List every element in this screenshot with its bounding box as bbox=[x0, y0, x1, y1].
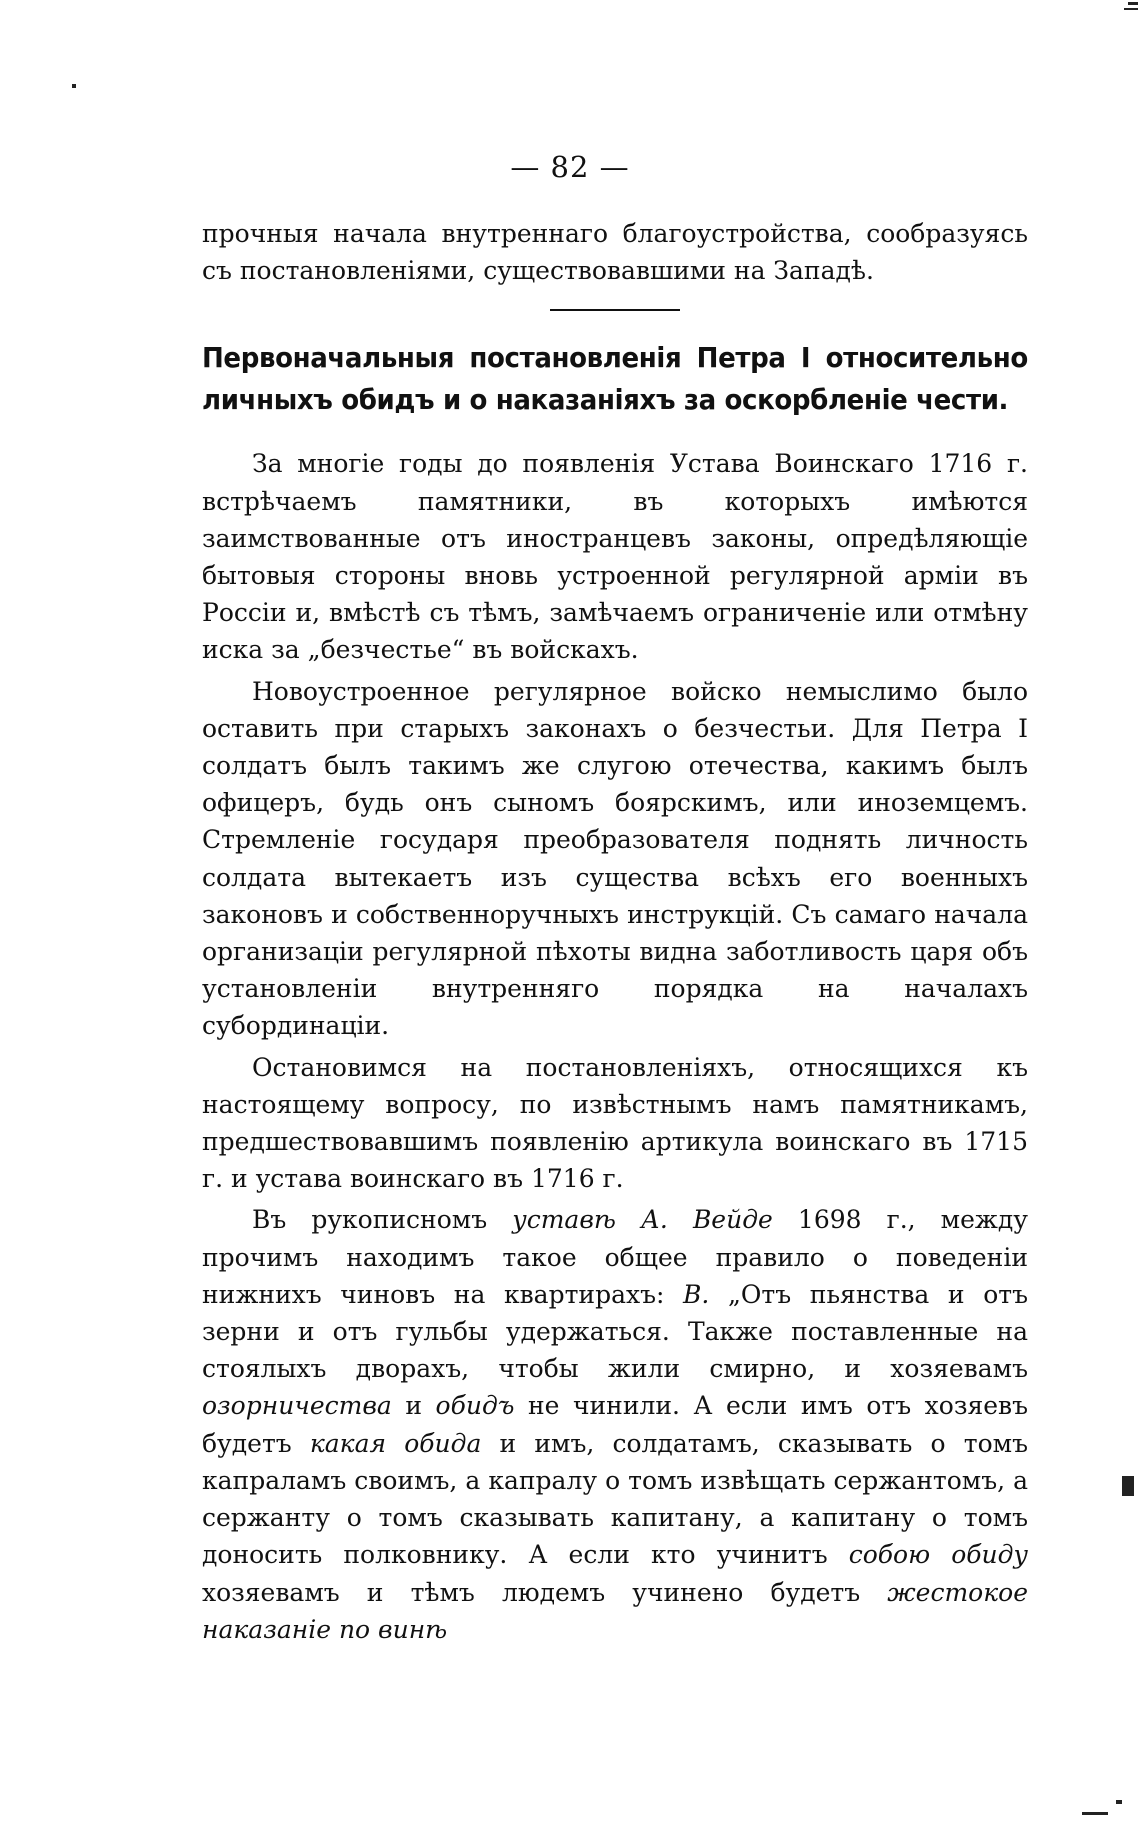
p4-text: хозяевамъ и тѣмъ людемъ учинено будетъ bbox=[202, 1577, 888, 1607]
scan-speck bbox=[1116, 1800, 1122, 1804]
p4-italic-term: озорничества bbox=[202, 1391, 392, 1421]
p4-text: Въ рукописномъ bbox=[252, 1205, 513, 1235]
p4-italic-term: обидъ bbox=[435, 1391, 515, 1421]
p4-text: и bbox=[391, 1391, 436, 1421]
p4-italic-source: уставѣ А. Вейде bbox=[512, 1205, 773, 1235]
scan-speck bbox=[1124, 8, 1138, 10]
p4-text: „Отъ пьянства и отъ зерни и отъ гульбы удержаться. Также поставленные на стоялыхъ дворахъ, чтобы жили смирно, и хозяевамъ bbox=[202, 1279, 1028, 1384]
p4-italic-term: собою обиду bbox=[848, 1540, 1029, 1570]
text-column bbox=[202, 215, 1028, 1652]
intro-paragraph: прочныя начала внутреннаго благоустройства, сообразуясь съ постановленіями, существовавшими на Западѣ. bbox=[202, 219, 1028, 286]
scan-speck bbox=[1082, 1812, 1108, 1815]
p4-text: 1698 г., между прочимъ находимъ такое общее правило о поведеніи нижнихъ чиновъ на квартирахъ: bbox=[202, 1205, 1029, 1309]
scan-speck bbox=[1128, 2, 1138, 5]
p4-text: не чинили. А если имъ отъ хозяевъ будетъ bbox=[202, 1391, 1029, 1458]
section-divider bbox=[550, 309, 680, 311]
p4-italic-term: жестокое наказаніе по винѣ bbox=[202, 1577, 1028, 1644]
page-number: — 82 — bbox=[510, 150, 630, 184]
section-heading: Первоначальныя постановленія Петра I относительно личныхъ обидъ и о наказаніяхъ за оскорбленіе чести. bbox=[202, 341, 1028, 417]
paragraph-1: За многіе годы до появленія Устава Воинскаго 1716 г. встрѣчаемъ памятники, въ которыхъ имѣются заимствованные отъ иностранцевъ законы, опредѣляющіе бытовыя стороны вновь устроенной регулярной арміи въ Россіи и, вмѣстѣ съ тѣмъ, замѣчаемъ ограниченіе или отмѣну иска за „безчестье“ въ войскахъ. bbox=[202, 449, 1028, 665]
paragraph-4 bbox=[202, 1201, 1028, 1647]
scan-speck bbox=[1122, 1476, 1134, 1496]
p4-italic-mark: В. bbox=[683, 1279, 710, 1309]
paragraph-3: Остановимся на постановленіяхъ, относящихся къ настоящему вопросу, по извѣстнымъ намъ памятникамъ, предшествовавшимъ появленію артикула воинскаго въ 1715 г. и устава воинскаго въ 1716 г. bbox=[202, 1052, 1028, 1194]
scan-speck bbox=[72, 84, 76, 88]
p4-text: и имъ, солдатамъ, сказывать о томъ капраламъ своимъ, а капралу о томъ извѣщать сержантомъ, а сержанту о томъ сказывать капитану, а капитану о томъ доносить полковнику. А если кто учинитъ bbox=[202, 1428, 1028, 1570]
paragraph-2: Новоустроенное регулярное войско немыслимо было оставить при старыхъ законахъ о безчестьи. Для Петра I солдатъ былъ такимъ же слугою отечества, какимъ былъ офицеръ, будь онъ сыномъ боярскимъ, или иноземцемъ. Стремленіе государя преобразователя поднять личность солдата вытекаетъ изъ существа всѣхъ его военныхъ законовъ и собственноручныхъ инструкцій. Съ самаго начала организаціи регулярной пѣхоты видна заботливость царя объ установленіи внутренняго порядка на началахъ субординаціи. bbox=[202, 676, 1028, 1041]
p4-italic-term: какая обида bbox=[309, 1428, 482, 1458]
